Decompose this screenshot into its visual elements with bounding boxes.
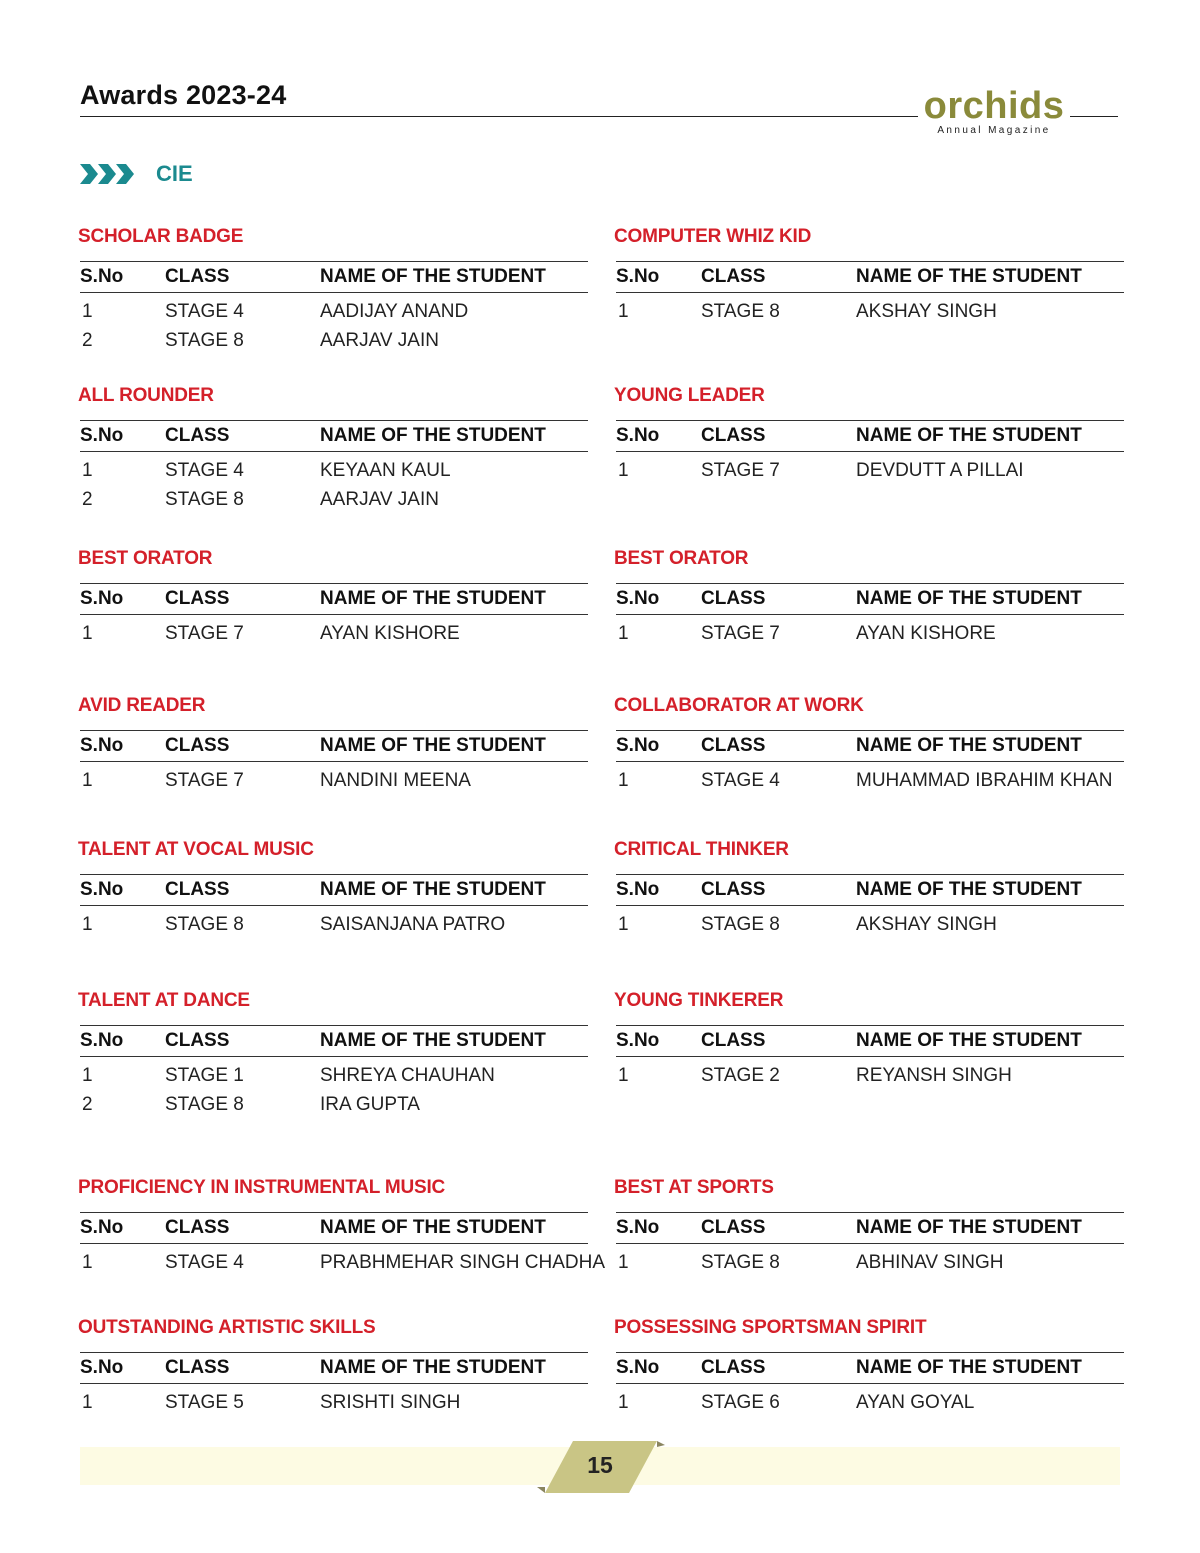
table-header (80, 1025, 588, 1057)
award-block (616, 384, 1124, 485)
award-title: CRITICAL THINKER (614, 839, 789, 860)
cell-student-name: PRABHMEHAR SINGH CHADHA (320, 1252, 606, 1273)
cell-class: STAGE 7 (701, 460, 780, 481)
header-class: CLASS (701, 425, 766, 446)
cell-class: STAGE 4 (165, 1252, 244, 1273)
table-header (616, 1352, 1124, 1384)
header-class: CLASS (165, 425, 230, 446)
cell-sno: 2 (82, 1094, 93, 1115)
table-row (80, 766, 588, 795)
cell-sno: 1 (618, 301, 629, 322)
table-header (616, 420, 1124, 452)
header-name: NAME OF THE STUDENT (856, 266, 1082, 287)
cell-student-name: MUHAMMAD IBRAHIM KHAN (856, 770, 1113, 791)
table-header (80, 874, 588, 906)
award-block (80, 225, 588, 355)
award-block (78, 1176, 606, 1277)
award-block (616, 838, 1124, 939)
header-sno: S.No (616, 588, 660, 609)
cell-sno: 1 (618, 1252, 629, 1273)
award-title: ALL ROUNDER (78, 385, 214, 406)
header-name: NAME OF THE STUDENT (320, 425, 546, 446)
header-sno: S.No (616, 266, 660, 287)
cell-student-name: AARJAV JAIN (320, 330, 439, 351)
table-row (616, 910, 1124, 939)
cell-sno: 1 (82, 770, 93, 791)
table-header (80, 730, 588, 762)
award-title: YOUNG LEADER (614, 385, 765, 406)
table-header (616, 730, 1124, 762)
table-header (616, 874, 1124, 906)
cell-class: STAGE 4 (165, 460, 244, 481)
award-title: AVID READER (78, 695, 206, 716)
table-row (616, 766, 1124, 795)
table-header (616, 583, 1124, 615)
table-header (616, 1212, 1124, 1244)
header-name: NAME OF THE STUDENT (856, 1357, 1082, 1378)
table-row (80, 485, 588, 514)
cell-sno: 1 (618, 623, 629, 644)
cell-class: STAGE 5 (165, 1392, 244, 1413)
cell-student-name: SAISANJANA PATRO (320, 914, 506, 935)
table-row (80, 456, 588, 485)
header-sno: S.No (616, 425, 660, 446)
logo-subtitle: Annual Magazine (937, 125, 1051, 136)
cell-student-name: AYAN KISHORE (856, 623, 996, 644)
header-sno: S.No (80, 735, 124, 756)
header-class: CLASS (165, 735, 230, 756)
table-header (80, 1212, 588, 1244)
table-row (80, 619, 588, 648)
header-class: CLASS (165, 879, 230, 900)
header-name: NAME OF THE STUDENT (320, 588, 546, 609)
award-title: OUTSTANDING ARTISTIC SKILLS (78, 1317, 376, 1338)
header-sno: S.No (80, 1030, 124, 1051)
header-sno: S.No (80, 425, 124, 446)
table-row (616, 297, 1124, 326)
header-class: CLASS (701, 1217, 766, 1238)
header-name: NAME OF THE STUDENT (320, 1357, 546, 1378)
cell-student-name: IRA GUPTA (320, 1094, 420, 1115)
award-block (616, 1316, 1124, 1417)
cell-sno: 1 (618, 770, 629, 791)
header-sno: S.No (616, 1217, 660, 1238)
award-title: BEST ORATOR (78, 548, 213, 569)
cell-student-name: AARJAV JAIN (320, 489, 439, 510)
page-number: 15 (587, 1452, 613, 1478)
cell-sno: 1 (82, 1252, 93, 1273)
table-header (616, 261, 1124, 293)
cell-class: STAGE 7 (165, 770, 244, 791)
header-name: NAME OF THE STUDENT (856, 879, 1082, 900)
table-row (80, 910, 588, 939)
award-block (80, 1316, 588, 1417)
award-title: COLLABORATOR AT WORK (614, 695, 864, 716)
cell-class: STAGE 8 (701, 914, 780, 935)
table-row (616, 456, 1124, 485)
table-row (80, 1388, 588, 1417)
award-block (616, 547, 1124, 648)
cell-sno: 2 (82, 330, 93, 351)
header-sno: S.No (80, 588, 124, 609)
header-name: NAME OF THE STUDENT (856, 588, 1082, 609)
header-class: CLASS (701, 879, 766, 900)
cell-class: STAGE 1 (165, 1065, 244, 1086)
award-block (80, 384, 588, 514)
header-class: CLASS (165, 588, 230, 609)
table-header (80, 1352, 588, 1384)
award-title: TALENT AT DANCE (78, 990, 250, 1011)
header-class: CLASS (701, 1357, 766, 1378)
header-name: NAME OF THE STUDENT (320, 735, 546, 756)
award-title: COMPUTER WHIZ KID (614, 226, 812, 247)
award-block (80, 694, 588, 795)
table-row (80, 1248, 606, 1277)
award-block (616, 989, 1124, 1090)
award-block (80, 989, 588, 1119)
page-title: Awards 2023-24 (80, 80, 287, 110)
header-sno: S.No (616, 1357, 660, 1378)
cell-sno: 1 (618, 1065, 629, 1086)
header-sno: S.No (80, 266, 124, 287)
cell-student-name: AADIJAY ANAND (320, 301, 469, 322)
header-name: NAME OF THE STUDENT (320, 266, 546, 287)
cell-sno: 1 (82, 301, 93, 322)
table-row (80, 1090, 588, 1119)
header-name: NAME OF THE STUDENT (856, 425, 1082, 446)
cell-class: STAGE 2 (701, 1065, 780, 1086)
header-class: CLASS (701, 735, 766, 756)
table-row (616, 1061, 1124, 1090)
orchids-logo (920, 85, 1068, 137)
cell-class: STAGE 8 (165, 489, 244, 510)
cell-student-name: SHREYA CHAUHAN (320, 1065, 495, 1086)
award-block (80, 838, 588, 939)
header-name: NAME OF THE STUDENT (320, 1030, 546, 1051)
cell-student-name: DEVDUTT A PILLAI (856, 460, 1024, 481)
cell-sno: 1 (82, 1392, 93, 1413)
cell-student-name: REYANSH SINGH (856, 1065, 1012, 1086)
cell-class: STAGE 8 (165, 1094, 244, 1115)
award-title: YOUNG TINKERER (614, 990, 784, 1011)
cell-student-name: NANDINI MEENA (320, 770, 471, 791)
cell-student-name: AYAN GOYAL (856, 1392, 975, 1413)
award-title: PROFICIENCY IN INSTRUMENTAL MUSIC (78, 1177, 446, 1198)
cell-class: STAGE 7 (165, 623, 244, 644)
header-class: CLASS (165, 1357, 230, 1378)
award-block (616, 1176, 1124, 1277)
cell-class: STAGE 8 (701, 1252, 780, 1273)
table-row (80, 326, 588, 355)
cell-sno: 1 (82, 914, 93, 935)
header-name: NAME OF THE STUDENT (856, 735, 1082, 756)
logo-word: orchids (923, 85, 1065, 127)
header-sno: S.No (80, 879, 124, 900)
award-title: BEST AT SPORTS (614, 1177, 774, 1198)
header-class: CLASS (165, 266, 230, 287)
cell-class: STAGE 4 (701, 770, 780, 791)
logo-rule (1070, 116, 1118, 117)
header-sno: S.No (616, 879, 660, 900)
award-title: BEST ORATOR (614, 548, 749, 569)
cell-sno: 2 (82, 489, 93, 510)
cell-class: STAGE 7 (701, 623, 780, 644)
cell-class: STAGE 4 (165, 301, 244, 322)
header-class: CLASS (701, 1030, 766, 1051)
table-row (616, 1388, 1124, 1417)
cell-student-name: AYAN KISHORE (320, 623, 460, 644)
title-rule (80, 116, 918, 117)
header-sno: S.No (616, 1030, 660, 1051)
section-label: CIE (156, 161, 193, 186)
table-row (80, 297, 588, 326)
award-block (80, 547, 588, 648)
table-row (616, 1248, 1124, 1277)
header-name: NAME OF THE STUDENT (320, 879, 546, 900)
cell-sno: 1 (82, 460, 93, 481)
cell-sno: 1 (82, 1065, 93, 1086)
award-block (616, 694, 1124, 795)
table-header (80, 261, 588, 293)
header-sno: S.No (80, 1217, 124, 1238)
header-name: NAME OF THE STUDENT (856, 1217, 1082, 1238)
table-header (80, 420, 588, 452)
cell-student-name: AKSHAY SINGH (856, 301, 997, 322)
award-title: SCHOLAR BADGE (78, 226, 244, 247)
cell-sno: 1 (618, 460, 629, 481)
cell-class: STAGE 8 (165, 914, 244, 935)
cell-student-name: KEYAAN KAUL (320, 460, 451, 481)
header-class: CLASS (701, 588, 766, 609)
header-class: CLASS (165, 1030, 230, 1051)
header-sno: S.No (616, 735, 660, 756)
cell-class: STAGE 8 (165, 330, 244, 351)
award-title: POSSESSING SPORTSMAN SPIRIT (614, 1317, 927, 1338)
award-block (616, 225, 1124, 326)
cell-class: STAGE 8 (701, 301, 780, 322)
header-class: CLASS (165, 1217, 230, 1238)
table-row (616, 619, 1124, 648)
cell-student-name: ABHINAV SINGH (856, 1252, 1004, 1273)
chevron-arrows-icon (80, 164, 134, 184)
header-sno: S.No (80, 1357, 124, 1378)
header-name: NAME OF THE STUDENT (320, 1217, 546, 1238)
cell-student-name: SRISHTI SINGH (320, 1392, 461, 1413)
cell-sno: 1 (618, 914, 629, 935)
cell-student-name: AKSHAY SINGH (856, 914, 997, 935)
header-name: NAME OF THE STUDENT (856, 1030, 1082, 1051)
table-row (80, 1061, 588, 1090)
table-header (80, 583, 588, 615)
cell-sno: 1 (618, 1392, 629, 1413)
header-class: CLASS (701, 266, 766, 287)
cell-sno: 1 (82, 623, 93, 644)
table-header (616, 1025, 1124, 1057)
award-title: TALENT AT VOCAL MUSIC (78, 839, 314, 860)
cell-class: STAGE 6 (701, 1392, 780, 1413)
